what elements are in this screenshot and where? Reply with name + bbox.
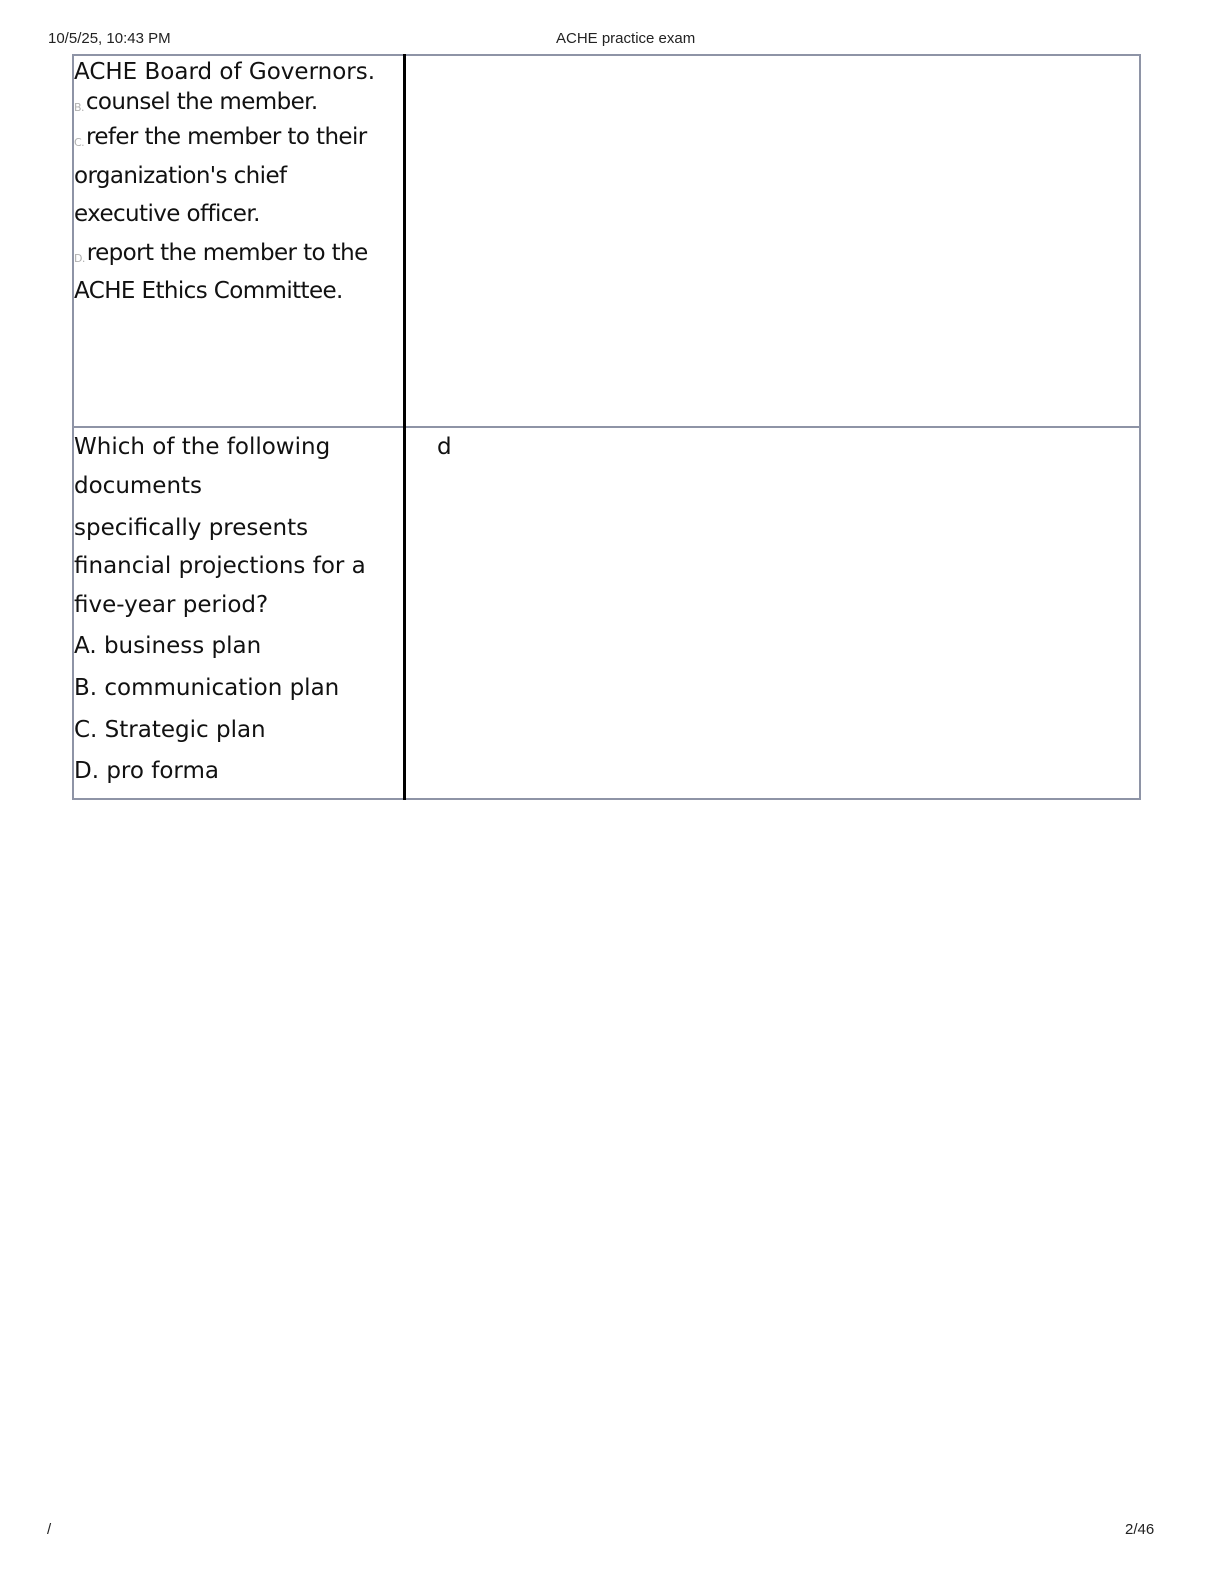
question-line: financial projections for a <box>74 553 366 579</box>
option-d <box>74 240 368 272</box>
print-datetime: 10/5/25, 10:43 PM <box>48 30 171 47</box>
option-text-continued: organization's chief <box>74 163 287 189</box>
question-line: documents <box>74 473 203 499</box>
option-text: counsel the member. <box>85 89 318 115</box>
column-divider <box>403 54 406 428</box>
option-c <box>74 124 367 156</box>
page-number: 2/46 <box>1125 1521 1155 1538</box>
option-letter: D. <box>74 252 85 265</box>
option-text: report the member to the <box>86 240 368 266</box>
footer-url: / <box>47 1521 52 1538</box>
column-divider <box>403 426 406 800</box>
option-b <box>74 89 318 121</box>
flashcard-row <box>72 426 1141 800</box>
flashcard-row <box>72 54 1141 428</box>
option-b: B. communication plan <box>74 675 340 701</box>
option-text-continued: executive officer. <box>74 201 260 227</box>
option-text-continued: ACHE Ethics Committee. <box>74 278 343 304</box>
option-a: A. business plan <box>74 633 262 659</box>
question-line: Which of the following <box>74 434 331 460</box>
question-line: five-year period? <box>74 592 269 618</box>
option-d: D. pro forma <box>74 758 219 784</box>
option-letter: C. <box>74 136 84 149</box>
answer-cell: d <box>437 434 452 460</box>
option-text: refer the member to their <box>85 124 367 150</box>
page-title: ACHE practice exam <box>556 30 696 47</box>
option-c: C. Strategic plan <box>74 717 266 743</box>
question-line: specifically presents <box>74 515 309 541</box>
option-letter: B. <box>74 101 84 114</box>
question-line: ACHE Board of Governors. <box>74 59 376 85</box>
